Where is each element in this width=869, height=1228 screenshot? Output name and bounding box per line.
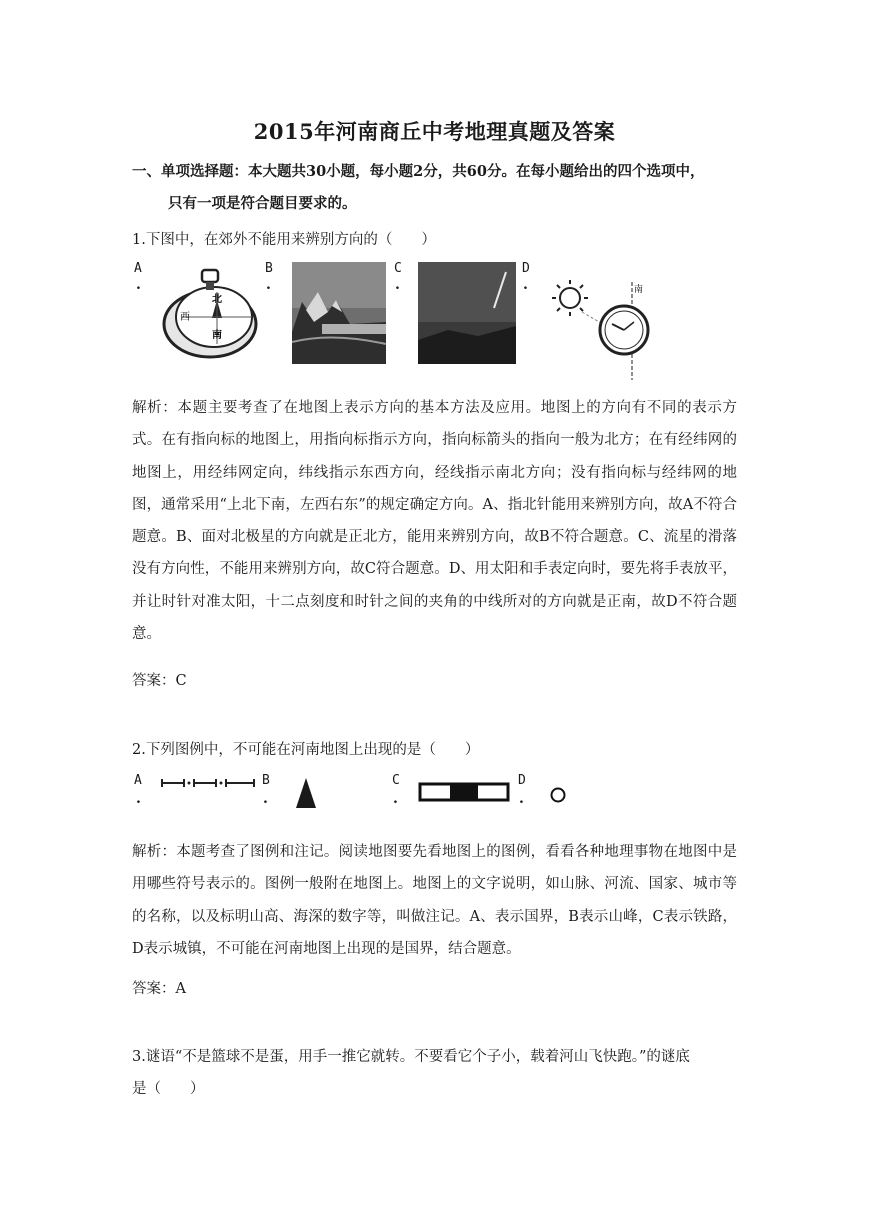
- q1-option-b-label: B: [265, 261, 273, 276]
- compass-west-label: 西: [180, 312, 190, 323]
- section-heading-cont: 只有一项是符合题目要求的。: [168, 195, 357, 212]
- meteor-sky-image: [418, 262, 516, 364]
- q3-stem-line1: 3.谜语“不是篮球不是蛋，用手一推它就转。不要看它个子小，载着河山飞快跑。”的谜底: [132, 1049, 690, 1065]
- compass-icon: [160, 262, 262, 366]
- q2-stem: 2.下列图例中，不可能在河南地图上出现的是（ ）: [132, 742, 480, 758]
- q2-option-a-dot: .: [136, 791, 141, 807]
- national-border-symbol-icon: [160, 776, 256, 790]
- north-star-landscape-image: [292, 262, 386, 364]
- sun-watch-icon: [550, 272, 650, 382]
- watch-south-label: 南: [634, 285, 644, 295]
- q2-answer: 答案：A: [132, 981, 186, 997]
- q2-option-c-label: C: [392, 773, 400, 788]
- town-symbol-icon: [549, 786, 567, 804]
- q1-option-a-label: A: [134, 261, 142, 276]
- q1-option-d-dot: .: [523, 277, 528, 293]
- mountain-peak-symbol-icon: [294, 776, 318, 810]
- q2-option-b-dot: .: [263, 791, 268, 807]
- q3-stem-line2: 是（ ）: [132, 1081, 205, 1097]
- railway-symbol-icon: [418, 781, 512, 805]
- q2-option-a-label: A: [134, 773, 142, 788]
- q2-option-b-label: B: [262, 773, 270, 788]
- q1-answer: 答案：C: [132, 673, 187, 689]
- q1-option-a-dot: .: [136, 277, 141, 293]
- q2-analysis: 解析：本题考查了图例和注记。阅读地图要先看地图上的图例，看看各种地理事物在地图中是用哪些符号表示的。图例一般附在地图上。地图上的文字说明，如山脉、河流、国家、城市等的名称，以及标明山高、海深的数字等，叫做注记。A、表示国界，B表示山峰，C表示铁路，D表示城镇，不可能在河南地图上出现的是国界，结合题意。: [132, 844, 737, 957]
- page-title: 2015年河南商丘中考地理真题及答案: [253, 119, 616, 144]
- q2-option-d-dot: .: [519, 791, 524, 807]
- q2-option-c-dot: .: [393, 791, 398, 807]
- compass-south-label: 南: [212, 330, 222, 341]
- q1-option-b-dot: .: [266, 277, 271, 293]
- q1-option-c-label: C: [394, 261, 402, 276]
- q1-stem: 1.下图中，在郊外不能用来辨别方向的（ ）: [132, 232, 436, 248]
- q2-option-d-label: D: [518, 773, 526, 788]
- q1-analysis: 解析：本题主要考查了在地图上表示方向的基本方法及应用。地图上的方向有不同的表示方式。在有指向标的地图上，用指向标指示方向，指向标箭头的指向一般为北方；在有经纬网的地图上，用经纬网定向，纬线指示东西方向，经线指示南北方向；没有指向标与经纬网的地图，通常采用“上北下南，左西右东”的规定确定方向。A、指北针能用来辨别方向，故A不符合题意。B、面对北极星的方向就是正北方，能用来辨别方向，故B不符合题意。C、流星的滑落没有方向性，不能用来辨别方向，故C符合题意。D、用太阳和手表定向时，要先将手表放平，并让时针对准太阳，十二点刻度和时针之间的夹角的中线所对的方向就是正南，故D不符合题意。: [132, 400, 737, 643]
- q1-option-d-label: D: [522, 261, 530, 276]
- q1-option-c-dot: .: [395, 277, 400, 293]
- section-heading: 一、单项选择题：本大题共30小题，每小题2分，共60分。在每小题给出的四个选项中，: [132, 163, 705, 180]
- compass-north-label: 北: [212, 294, 222, 305]
